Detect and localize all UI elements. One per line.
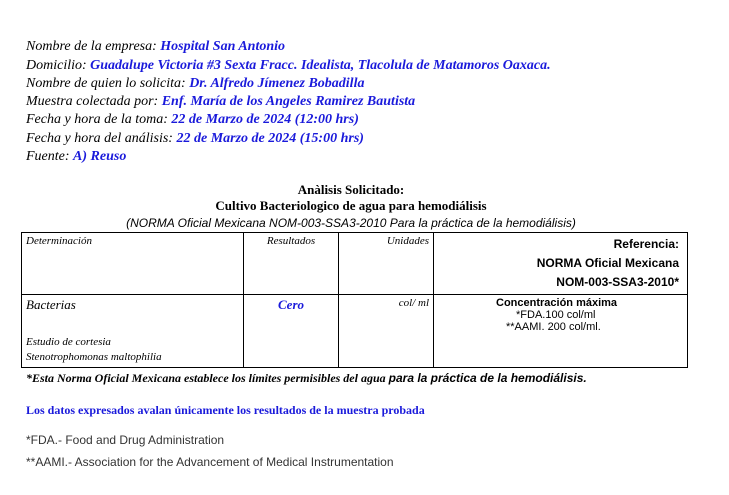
toma-value: 22 de Marzo de 2024 (12:00 hrs) <box>171 112 359 127</box>
cell-determinacion <box>22 295 244 368</box>
toma-line <box>26 111 359 129</box>
header-determinacion: Determinación <box>22 233 244 295</box>
bacterias-label: Bacterias <box>26 297 76 312</box>
domicilio-line <box>26 57 551 75</box>
norma-note <box>26 371 587 386</box>
fuente-label: Fuente: <box>26 149 74 164</box>
referencia-code: NOM-003-SSA3-2010* <box>556 275 679 289</box>
analisis-label: Fecha y hora del análisis: <box>26 131 177 146</box>
solicita-value: Dr. Alfredo Jímenez Bobadilla <box>189 76 365 91</box>
table-header-row <box>22 233 688 295</box>
empresa-value: Hospital San Antonio <box>160 39 286 54</box>
domicilio-label: Domicilio: <box>26 58 91 73</box>
organismo-label: Stenotrophomonas maltophilia <box>26 351 162 363</box>
cortesia-label: Estudio de cortesia <box>26 336 111 348</box>
colectada-line <box>26 93 415 111</box>
header-unidades: Unidades <box>339 233 434 295</box>
disclaimer: Los datos expresados avalan únicamente los resultados de la muestra probada <box>26 403 425 417</box>
referencia-norma: NORMA Oficial Mexicana <box>536 256 679 270</box>
colectada-value: Enf. María de los Angeles Ramirez Bautista <box>161 94 416 109</box>
table-row <box>22 295 688 368</box>
norma-reference: (NORMA Oficial Mexicana NOM-003-SSA3-2010 Para la práctica de la hemodiálisis) <box>126 216 576 230</box>
solicita-label: Nombre de quien lo solicita: <box>26 76 190 91</box>
fuente-line <box>26 148 126 166</box>
domicilio-value: Guadalupe Victoria #3 Sexta Fracc. Idealista, Tlacolula de Matamoros Oaxaca. <box>90 58 551 73</box>
analisis-subtitle: Cultivo Bacteriologico de agua para hemodiálisis <box>215 198 487 213</box>
analisis-value: 22 de Marzo de 2024 (15:00 hrs) <box>176 131 364 146</box>
unit-value: col/ ml <box>339 295 434 368</box>
cortesia-block <box>26 335 162 365</box>
header-referencia <box>434 233 688 295</box>
colectada-label: Muestra colectada por: <box>26 94 162 109</box>
analisis-line <box>26 130 364 148</box>
result-value: Cero <box>244 295 339 368</box>
empresa-label: Nombre de la empresa: <box>26 39 161 54</box>
empresa-line <box>26 38 285 56</box>
conc-fda: *FDA.100 col/ml <box>516 309 596 321</box>
referencia-label: Referencia: <box>613 237 679 251</box>
header-resultados: Resultados <box>244 233 339 295</box>
norma-note-a: *Esta Norma Oficial Mexicana establece los límites permisibles del agua <box>26 371 389 385</box>
conc-title: Concentración máxima <box>496 297 618 309</box>
fda-definition: *FDA.- Food and Drug Administration <box>26 433 225 447</box>
toma-label: Fecha y hora de la toma: <box>26 112 172 127</box>
cell-concentracion <box>434 295 688 368</box>
analisis-title: Anàlisis Solicitado: <box>297 182 405 197</box>
conc-aami: **AAMI. 200 col/ml. <box>506 321 601 333</box>
aami-definition: **AAMI.- Association for the Advancement of Medical Instrumentation <box>26 455 394 469</box>
fuente-value: A) Reuso <box>73 149 127 164</box>
solicita-line <box>26 75 364 93</box>
results-table <box>21 232 688 368</box>
norma-note-b: para la práctica de la hemodiálisis. <box>388 371 587 385</box>
